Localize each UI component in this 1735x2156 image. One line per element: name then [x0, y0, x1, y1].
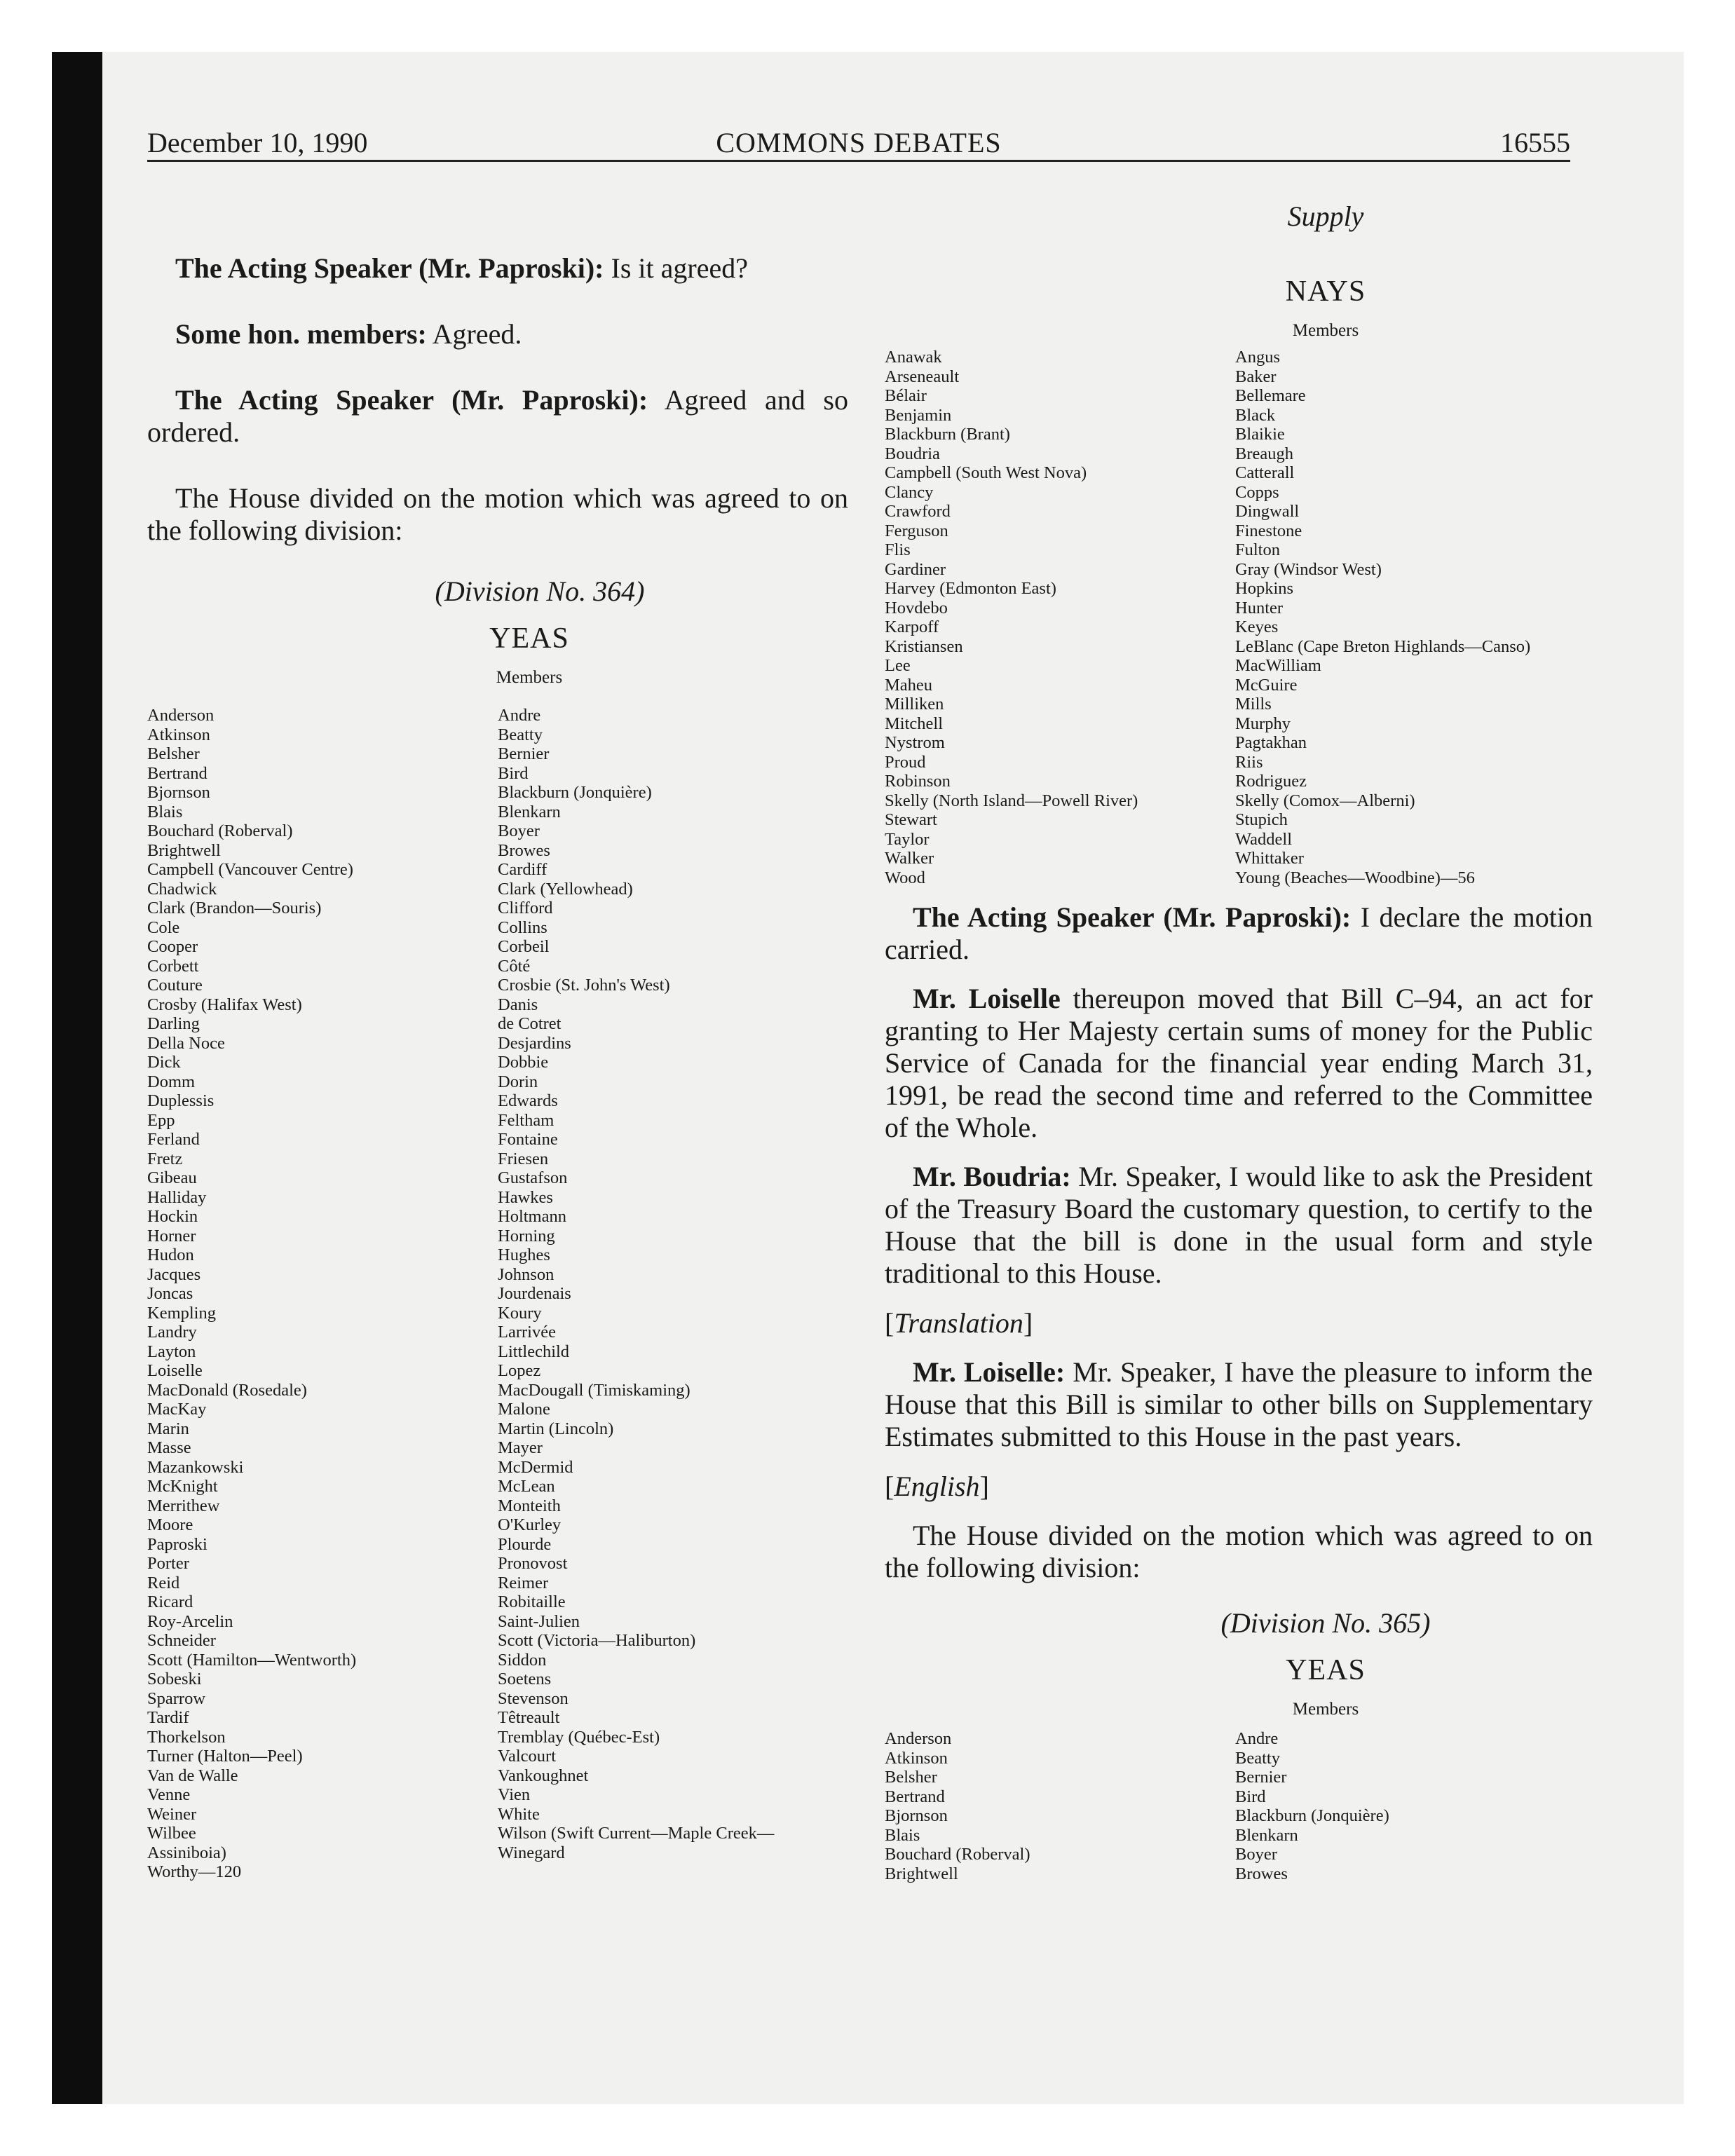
- member-name: de Cotret: [498, 1014, 562, 1033]
- member-name: Campbell (Vancouver Centre): [147, 860, 353, 879]
- paragraph-loiselle-motion: [885, 983, 1593, 1144]
- paragraph-acting-speaker-3: [885, 901, 1593, 966]
- member-name: Reid: [147, 1573, 180, 1592]
- member-name: Gustafson: [498, 1168, 568, 1187]
- member-name: White: [498, 1804, 540, 1824]
- member-name: Gibeau: [147, 1168, 197, 1187]
- member-name: Bertrand: [147, 763, 207, 783]
- member-name: Blackburn (Jonquière): [1235, 1806, 1389, 1825]
- member-name: Keyes: [1235, 618, 1279, 636]
- member-name: Chadwick: [147, 879, 217, 899]
- speaker-name: Mr. Loiselle: [913, 983, 1061, 1014]
- member-column-1: [885, 348, 1235, 887]
- member-name: Ferland: [147, 1130, 200, 1149]
- member-name: Worthy—120: [147, 1862, 242, 1881]
- member-name: Scott (Hamilton—Wentworth): [147, 1650, 357, 1670]
- member-name: Porter: [147, 1554, 189, 1573]
- member-name: Domm: [147, 1072, 196, 1091]
- member-name: Stewart: [885, 810, 937, 829]
- member-name: Kristiansen: [885, 636, 963, 656]
- member-name: MacKay: [147, 1400, 207, 1419]
- member-name: Tardif: [147, 1708, 189, 1727]
- member-name: Wilbee: [147, 1824, 196, 1843]
- member-name: Côté: [498, 956, 531, 976]
- member-name: Robinson: [885, 772, 951, 791]
- speech-text: Agreed.: [426, 318, 522, 350]
- member-name: Browes: [498, 840, 550, 860]
- member-name: Gray (Windsor West): [1235, 559, 1382, 579]
- member-name: MacDonald (Rosedale): [147, 1380, 307, 1400]
- member-name: Moore: [147, 1515, 193, 1534]
- member-name: LeBlanc (Cape Breton Highlands—Canso): [1235, 636, 1531, 656]
- member-name: Young (Beaches—Woodbine)—56: [1235, 868, 1475, 887]
- member-name: Black: [1235, 405, 1276, 425]
- member-name: Assiniboia): [147, 1843, 226, 1862]
- member-name: Hockin: [147, 1207, 198, 1226]
- member-name: Blais: [147, 802, 183, 821]
- member-name: Bird: [1235, 1787, 1266, 1806]
- member-name: Anawak: [885, 348, 942, 367]
- member-name: Weiner: [147, 1804, 197, 1824]
- member-column-1: [147, 706, 498, 1882]
- member-name: Blaikie: [1235, 425, 1285, 444]
- header-date: December 10, 1990: [147, 127, 368, 158]
- paragraph-acting-speaker-1: [147, 252, 848, 285]
- member-name: Harvey (Edmonton East): [885, 579, 1056, 598]
- member-name: Corbett: [147, 956, 199, 976]
- member-name: Atkinson: [147, 725, 210, 744]
- member-name: Nystrom: [885, 733, 945, 752]
- member-name: Vankoughnet: [498, 1766, 589, 1785]
- member-name: Catterall: [1235, 463, 1295, 482]
- member-name: Robitaille: [498, 1592, 566, 1611]
- nays-heading: NAYS: [1285, 275, 1366, 308]
- scan-binding-edge: [52, 52, 102, 2104]
- member-name: Waddell: [1235, 829, 1293, 849]
- member-name: Crosbie (St. John's West): [498, 976, 670, 995]
- member-name: Koury: [498, 1303, 542, 1323]
- member-name: Crawford: [885, 502, 951, 521]
- member-name: Epp: [147, 1110, 175, 1130]
- member-name: Bjornson: [147, 783, 210, 802]
- member-name: Bouchard (Roberval): [147, 821, 293, 840]
- member-name: Browes: [1235, 1864, 1288, 1883]
- member-name: Larrivée: [498, 1323, 556, 1342]
- division-number: 365: [1379, 1607, 1422, 1639]
- member-name: Sparrow: [147, 1688, 206, 1708]
- member-name: McKnight: [147, 1477, 218, 1496]
- member-name: Angus: [1235, 348, 1280, 367]
- member-name: Plourde: [498, 1534, 552, 1554]
- members-label: Members: [496, 668, 563, 687]
- header-rule: [147, 160, 1570, 162]
- speech-text: Is it agreed?: [604, 252, 748, 284]
- speaker-name: Some hon. members:: [175, 318, 427, 350]
- member-name: Hudon: [147, 1246, 194, 1264]
- member-name: Beatty: [1235, 1748, 1280, 1768]
- member-name: Blais: [885, 1825, 920, 1845]
- right-column: [885, 200, 1593, 1883]
- paragraph-loiselle-answer: [885, 1356, 1593, 1453]
- member-name: Tremblay (Québec-Est): [498, 1727, 660, 1747]
- member-name: Reimer: [498, 1573, 549, 1592]
- member-name: Malone: [498, 1400, 550, 1419]
- member-name: Marin: [147, 1419, 189, 1438]
- member-name: Walker: [885, 849, 934, 868]
- member-name: Boudria: [885, 444, 940, 463]
- member-name: Bjornson: [885, 1806, 948, 1825]
- member-name: McLean: [498, 1477, 555, 1496]
- member-name: Winegard: [498, 1843, 565, 1862]
- member-name: Mayer: [498, 1438, 543, 1457]
- member-name: Paproski: [147, 1534, 207, 1554]
- member-name: Skelly (Comox—Alberni): [1235, 791, 1415, 810]
- member-name: Bird: [498, 763, 529, 783]
- member-name: Têtreault: [498, 1708, 560, 1727]
- member-name: Bellemare: [1235, 386, 1306, 405]
- paragraph-acting-speaker-2: [147, 384, 848, 449]
- yeas-member-list-2: [885, 1729, 1593, 1883]
- member-name: Belsher: [885, 1768, 937, 1787]
- member-name: Boyer: [1235, 1845, 1277, 1864]
- paragraph-members-agreed: [147, 318, 848, 350]
- member-name: Bertrand: [885, 1787, 945, 1806]
- member-name: Blackburn (Jonquière): [498, 783, 652, 802]
- member-name: Johnson: [498, 1264, 554, 1284]
- member-name: Fontaine: [498, 1130, 558, 1149]
- running-head: Supply: [1287, 200, 1364, 232]
- yeas-member-list: [147, 706, 848, 1882]
- member-name: Bernier: [1235, 1768, 1287, 1787]
- language-label: English: [894, 1471, 980, 1502]
- members-label: Members: [1292, 321, 1359, 340]
- member-name: Valcourt: [498, 1747, 556, 1766]
- member-name: Schneider: [147, 1631, 216, 1650]
- member-name: Hopkins: [1235, 579, 1294, 598]
- members-label: Members: [1292, 1700, 1359, 1719]
- member-name: Blenkarn: [498, 802, 561, 821]
- member-name: Monteith: [498, 1496, 561, 1515]
- paragraph-house-divided-2: The House divided on the motion which was agreed to on the following division:: [885, 1520, 1593, 1583]
- speaker-name: The Acting Speaker (Mr. Paproski):: [913, 901, 1352, 933]
- yeas-heading: YEAS: [1286, 1654, 1366, 1686]
- member-name: Merrithew: [147, 1496, 220, 1515]
- speaker-name: The Acting Speaker (Mr. Paproski):: [175, 384, 648, 416]
- member-name: Darling: [147, 1014, 200, 1033]
- member-name: Breaugh: [1235, 444, 1293, 463]
- member-name: Rodriguez: [1235, 772, 1307, 791]
- member-name: Lee: [885, 656, 911, 675]
- member-name: Karpoff: [885, 618, 939, 636]
- member-name: O'Kurley: [498, 1515, 562, 1534]
- speaker-name: Mr. Loiselle:: [913, 1356, 1066, 1388]
- member-name: Siddon: [498, 1650, 547, 1670]
- speaker-name: The Acting Speaker (Mr. Paproski):: [175, 252, 604, 284]
- member-name: Skelly (North Island—Powell River): [885, 791, 1138, 810]
- member-name: Arseneault: [885, 367, 960, 386]
- member-name: Pagtakhan: [1235, 733, 1307, 752]
- member-name: Benjamin: [885, 405, 952, 425]
- member-name: Hughes: [498, 1246, 550, 1264]
- member-name: Ferguson: [885, 521, 948, 540]
- member-name: Littlechild: [498, 1342, 570, 1361]
- member-name: Riis: [1235, 752, 1263, 772]
- member-name: Desjardins: [498, 1033, 571, 1053]
- member-name: Stupich: [1235, 810, 1288, 829]
- member-name: Dobbie: [498, 1053, 549, 1072]
- member-name: Finestone: [1235, 521, 1302, 540]
- member-name: Dingwall: [1235, 502, 1300, 521]
- member-name: Dick: [147, 1053, 181, 1072]
- member-name: Martin (Lincoln): [498, 1419, 614, 1438]
- member-column-2: [498, 706, 848, 1882]
- member-name: Dorin: [498, 1072, 538, 1091]
- division-prefix: Division No.: [444, 575, 587, 607]
- member-name: Mazankowski: [147, 1457, 244, 1477]
- member-name: Couture: [147, 976, 203, 995]
- member-name: Hovdebo: [885, 598, 948, 618]
- member-name: Vien: [498, 1785, 531, 1804]
- paragraph-boudria: [885, 1161, 1593, 1290]
- member-name: Masse: [147, 1438, 191, 1457]
- member-name: Feltham: [498, 1110, 554, 1130]
- division-heading: (Division No. 364): [435, 575, 645, 607]
- member-name: Taylor: [885, 829, 930, 849]
- member-name: Anderson: [147, 706, 215, 725]
- member-column-1: [885, 1729, 1235, 1883]
- member-name: Duplessis: [147, 1091, 215, 1110]
- member-name: Copps: [1235, 482, 1279, 502]
- member-name: Horner: [147, 1226, 196, 1246]
- member-name: Bernier: [498, 744, 550, 763]
- member-name: Turner (Halton—Peel): [147, 1747, 303, 1766]
- speech-text: I declare the motion carried.: [885, 901, 1593, 965]
- member-name: Jourdenais: [498, 1284, 571, 1303]
- member-name: Clancy: [885, 482, 934, 502]
- member-name: Kempling: [147, 1303, 216, 1323]
- language-marker-english: [English]: [885, 1471, 989, 1502]
- member-name: Corbeil: [498, 937, 550, 956]
- member-name: MacWilliam: [1235, 656, 1321, 675]
- member-name: Brightwell: [885, 1864, 958, 1883]
- member-name: Stevenson: [498, 1688, 569, 1708]
- member-column-2: [1235, 348, 1593, 887]
- member-name: Holtmann: [498, 1207, 566, 1226]
- speaker-name: Mr. Boudria:: [913, 1161, 1071, 1192]
- member-name: Cole: [147, 917, 180, 937]
- header-page-number: 16555: [1500, 127, 1570, 158]
- member-name: McGuire: [1235, 675, 1298, 695]
- member-name: MacDougall (Timiskaming): [498, 1380, 690, 1400]
- speech-text: Mr. Speaker, I have the pleasure to inform the House that this Bill is similar to other bills on Supplementary Estimates submitted to this House in the past years.: [885, 1356, 1593, 1452]
- member-name: Atkinson: [885, 1748, 948, 1768]
- yeas-heading: YEAS: [489, 622, 569, 655]
- division-prefix: Division No.: [1230, 1607, 1373, 1639]
- member-name: Sobeski: [147, 1670, 202, 1688]
- member-name: Layton: [147, 1342, 196, 1361]
- member-name: Gardiner: [885, 559, 946, 579]
- member-name: Edwards: [498, 1091, 558, 1110]
- member-name: Fulton: [1235, 540, 1280, 559]
- member-name: Della Noce: [147, 1033, 225, 1053]
- member-name: Scott (Victoria—Haliburton): [498, 1631, 696, 1650]
- member-name: Andre: [1235, 1729, 1279, 1748]
- member-name: Belsher: [147, 744, 200, 763]
- page-header: [147, 121, 1570, 163]
- member-name: Anderson: [885, 1729, 952, 1748]
- member-name: Bélair: [885, 386, 927, 405]
- member-name: Whittaker: [1235, 849, 1304, 868]
- member-name: Blenkarn: [1235, 1825, 1298, 1845]
- member-name: Ricard: [147, 1592, 193, 1611]
- header-title: COMMONS DEBATES: [716, 127, 1002, 158]
- member-name: Hunter: [1235, 598, 1284, 618]
- member-name: Campbell (South West Nova): [885, 463, 1087, 482]
- member-name: Danis: [498, 995, 538, 1014]
- member-name: Wood: [885, 868, 925, 887]
- member-name: Cardiff: [498, 860, 547, 879]
- speech-text: Mr. Speaker, I would like to ask the President of the Treasury Board the customary question, to certify to the House that the bill is done in the usual form and style traditional to this House.: [885, 1161, 1593, 1289]
- member-name: Bouchard (Roberval): [885, 1845, 1030, 1864]
- member-name: Roy-Arcelin: [147, 1611, 233, 1631]
- member-name: Mitchell: [885, 714, 944, 733]
- member-name: Joncas: [147, 1284, 193, 1303]
- member-name: Thorkelson: [147, 1727, 226, 1747]
- member-name: Hawkes: [498, 1187, 553, 1207]
- paragraph-house-divided: The House divided on the motion which was agreed to on the following division:: [147, 482, 848, 546]
- member-name: Loiselle: [147, 1361, 203, 1380]
- member-column-2: [1235, 1729, 1593, 1883]
- member-name: Clark (Brandon—Souris): [147, 899, 322, 917]
- member-name: Venne: [147, 1785, 191, 1804]
- member-name: Murphy: [1235, 714, 1291, 733]
- left-column: [147, 252, 848, 1882]
- member-name: Milliken: [885, 695, 944, 714]
- member-name: Andre: [498, 706, 541, 725]
- member-name: Maheu: [885, 675, 933, 695]
- member-name: Saint-Julien: [498, 1611, 580, 1631]
- language-marker-translation: [Translation]: [885, 1307, 1033, 1339]
- member-name: Beatty: [498, 725, 543, 744]
- member-name: Boyer: [498, 821, 540, 840]
- member-name: Clifford: [498, 899, 553, 917]
- member-name: Proud: [885, 752, 926, 772]
- speech-text: thereupon moved that Bill C–94, an act for granting to Her Majesty certain sums of money for the Public Service of Canada for the financial year ending March 31, 1991, be read the second time and referred to the Committee of the Whole.: [885, 983, 1593, 1143]
- member-name: Wilson (Swift Current—Maple Creek—: [498, 1824, 775, 1843]
- member-name: Van de Walle: [147, 1766, 238, 1785]
- member-name: Friesen: [498, 1149, 549, 1168]
- division-heading: (Division No. 365): [1220, 1607, 1431, 1639]
- member-name: Horning: [498, 1226, 555, 1246]
- member-name: Flis: [885, 540, 911, 559]
- member-name: Cooper: [147, 937, 198, 956]
- member-name: Landry: [147, 1323, 197, 1342]
- member-name: Fretz: [147, 1149, 183, 1168]
- member-name: Collins: [498, 917, 547, 937]
- member-name: Mills: [1235, 695, 1272, 714]
- nays-member-list: [885, 348, 1593, 887]
- language-label: Translation: [894, 1307, 1023, 1339]
- member-name: Soetens: [498, 1670, 552, 1688]
- member-name: Halliday: [147, 1187, 207, 1207]
- member-name: Pronovost: [498, 1554, 568, 1573]
- member-name: Brightwell: [147, 840, 221, 860]
- member-name: Jacques: [147, 1264, 201, 1284]
- member-name: Lopez: [498, 1361, 541, 1380]
- member-name: Crosby (Halifax West): [147, 995, 302, 1014]
- division-number: 364: [593, 575, 636, 607]
- member-name: Blackburn (Brant): [885, 425, 1010, 444]
- member-name: Baker: [1235, 367, 1277, 386]
- member-name: Clark (Yellowhead): [498, 879, 633, 899]
- speech-text: Agreed and so ordered.: [147, 384, 848, 448]
- member-name: McDermid: [498, 1457, 573, 1477]
